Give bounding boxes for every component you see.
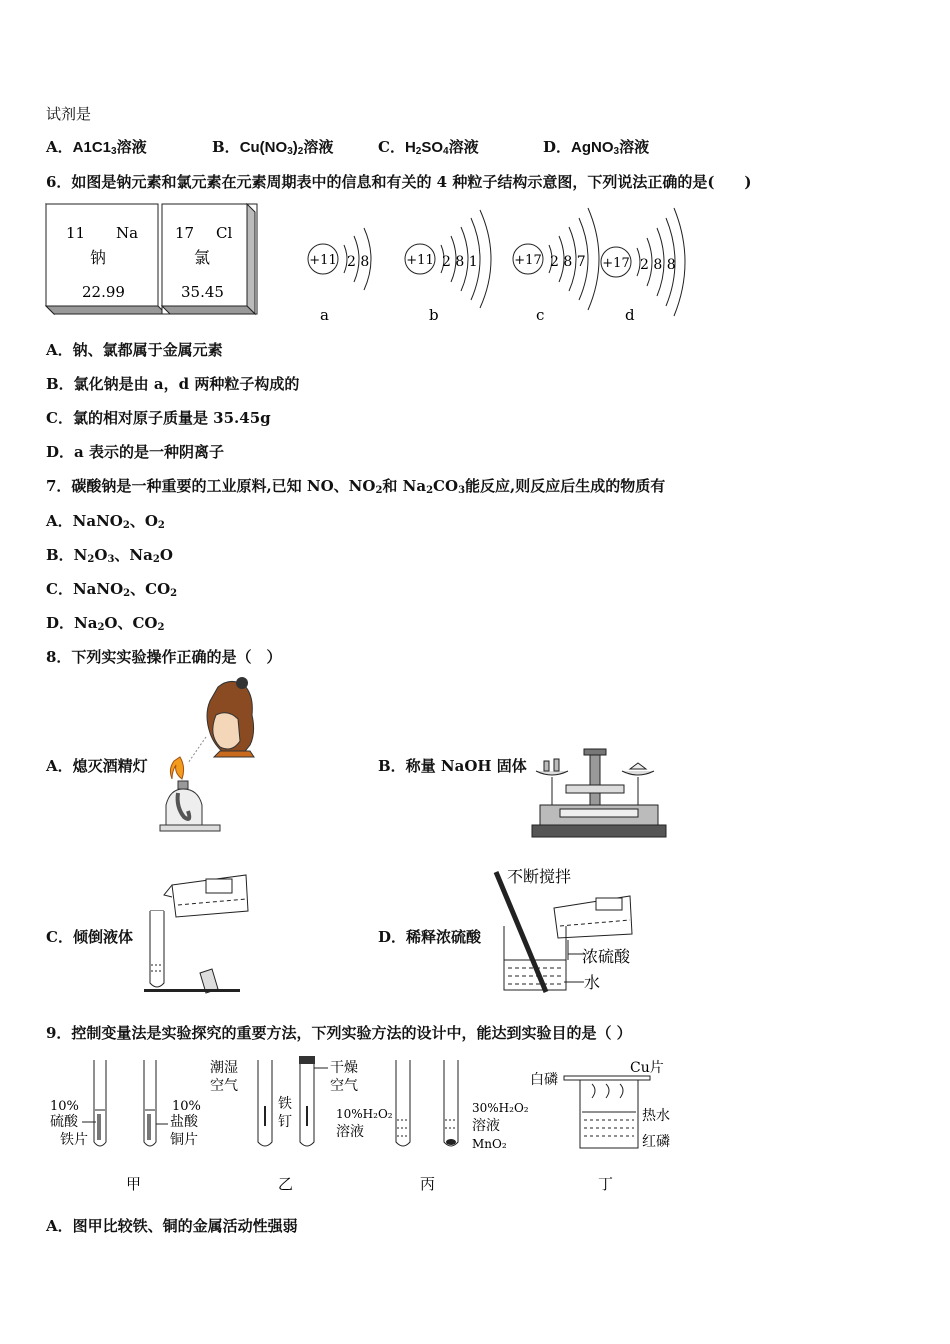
q6-option-a: A．钠、氯都属于金属元素 [46,341,223,359]
svg-text:浓硫酸: 浓硫酸 [582,947,631,966]
diluting-acid-figure [490,860,650,1000]
q9-option-a: A．图甲比较铁、铜的金属活动性强弱 [46,1217,298,1235]
q7-option-c: C．NaNO$_2$、$CO_2$ [46,580,178,599]
svg-text:红磷: 红磷 [642,1134,670,1150]
q7-stem: 7．碳酸钠是一种重要的工业原料,已知 NO、$NO_2$和 $Na_2CO_3$能反应,则反应后生成的物质有 [46,477,666,496]
svg-text:钉: 钉 [278,1114,292,1130]
svg-text:白磷: 白磷 [530,1072,558,1088]
q6-option-d: D．a 表示的是一种阴离子 [46,443,224,461]
q6-option-b: B．氯化钠是由 a，d 两种粒子构成的 [46,375,300,393]
experiment-bing [336,1060,529,1193]
svg-text:Cu片: Cu片 [630,1060,664,1076]
q8-option-d: D．稀释浓硫酸 [378,928,482,946]
q5-option-c: C．$H_2SO_4$溶液 [378,138,479,157]
sodium-card [46,204,166,314]
svg-text:c: c [536,306,545,324]
atom-diagram-b [405,210,491,324]
svg-text:空气: 空气 [210,1078,238,1094]
svg-text:d: d [625,306,635,324]
svg-text:10%: 10% [50,1099,79,1114]
q5-option-d: D．AgNO$_3$溶液 [543,138,650,157]
alcohol-lamp-blowing-figure [158,675,260,843]
svg-text:氯: 氯 [194,248,211,267]
q8-option-c: C．倾倒液体 [46,928,133,946]
svg-text:Cl: Cl [216,224,233,242]
balance-figure [530,745,668,840]
svg-text:+11: +11 [309,253,337,268]
svg-text:17: 17 [175,224,195,242]
q8-stem: 8．下列实实验操作正确的是（ ） [46,648,282,666]
atom-diagram-d [601,208,685,324]
experiment-jia [50,1060,201,1193]
svg-text:甲: 甲 [126,1175,142,1193]
svg-text:乙: 乙 [278,1175,294,1193]
svg-text:铁片: 铁片 [60,1132,88,1148]
svg-text:35.45: 35.45 [181,283,224,301]
svg-text:热水: 热水 [642,1108,670,1124]
q6-stem: 6．如图是钠元素和氯元素在元素周期表中的信息和有关的 4 种粒子结构示意图，下列说法正确的是( ) [46,173,752,191]
q8-option-b: B．称量 NaOH 固体 [378,757,527,775]
svg-text:干燥: 干燥 [330,1060,358,1076]
svg-text:MnO₂: MnO₂ [472,1137,507,1151]
svg-text:铁: 铁 [278,1096,292,1112]
svg-text:2 8 1: 2 8 1 [442,254,478,270]
atom-diagram-a [308,228,371,324]
svg-text:丙: 丙 [420,1175,436,1193]
svg-text:溶液: 溶液 [472,1118,500,1134]
q9-stem: 9．控制变量法是实验探究的重要方法，下列实验方法的设计中，能达到实验目的是（ ） [46,1024,632,1042]
svg-text:钠: 钠 [90,248,107,267]
svg-text:b: b [429,306,439,324]
svg-text:10%: 10% [172,1099,201,1114]
svg-text:a: a [320,306,329,324]
svg-text:不断搅拌: 不断搅拌 [507,867,572,886]
q7-option-d: D．$Na_2O$、$CO_2$ [46,614,165,633]
svg-text:10%H₂O₂: 10%H₂O₂ [336,1107,393,1121]
q5-option-b: B．$Cu(NO_3)_2$溶液 [212,138,334,157]
svg-text:潮湿: 潮湿 [210,1060,238,1076]
q5-tail: 试剂是 [46,105,92,123]
svg-text:盐酸: 盐酸 [170,1114,198,1130]
svg-text:铜片: 铜片 [170,1132,198,1148]
svg-text:空气: 空气 [330,1078,358,1094]
svg-text:+17: +17 [602,256,630,271]
q9-figure [46,1054,686,1199]
svg-text:丁: 丁 [598,1175,614,1193]
svg-text:11: 11 [66,224,86,242]
q7-option-a: A．NaNO$_2$、$O_2$ [46,512,165,531]
svg-text:水: 水 [584,973,601,992]
svg-text:22.99: 22.99 [82,283,125,301]
atom-diagram-c [513,208,599,324]
svg-text:2 8: 2 8 [347,254,370,270]
svg-text:30%H₂O₂: 30%H₂O₂ [472,1101,529,1115]
q7-option-b: B．$N_2O_3$、$Na_2O$ [46,546,173,565]
svg-text:+11: +11 [406,253,434,268]
q5-option-a: A．$A1C1_3$溶液 [46,138,147,157]
experiment-ding [530,1059,670,1193]
q8-option-a: A．熄灭酒精灯 [46,757,148,775]
svg-text:溶液: 溶液 [336,1124,364,1140]
svg-text:+17: +17 [514,253,542,268]
q6-option-c: C．氯的相对原子质量是 35.45g [46,409,271,427]
chlorine-card [162,204,257,314]
svg-text:硫酸: 硫酸 [50,1114,78,1130]
svg-text:2 8 8: 2 8 8 [640,257,676,273]
q6-figure [44,200,724,325]
pouring-liquid-figure [142,865,254,995]
svg-text:2 8 7: 2 8 7 [550,254,586,270]
svg-text:Na: Na [116,224,139,242]
